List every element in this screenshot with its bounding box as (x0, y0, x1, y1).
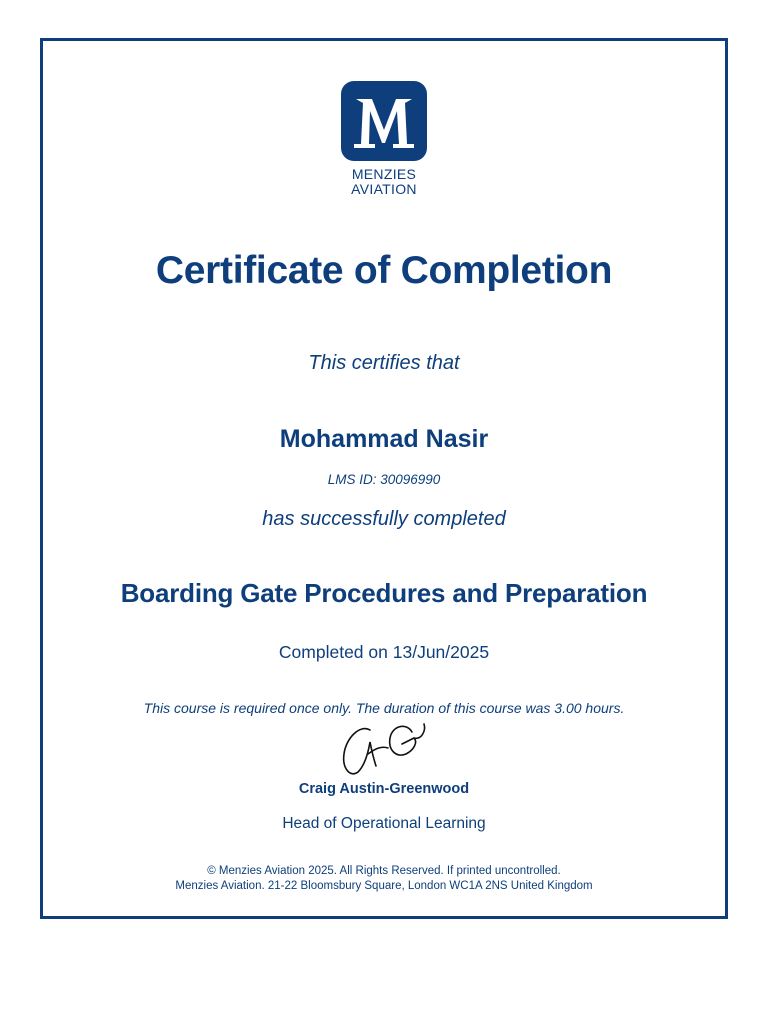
logo-wordmark-line1: MENZIES (351, 166, 417, 182)
logo-wordmark-line2: AVIATION (351, 181, 417, 197)
completed-on-date: 13/Jun/2025 (392, 642, 490, 662)
footer-copyright: © Menzies Aviation 2025. All Rights Reserved. If printed uncontrolled. (207, 865, 561, 877)
certificate-title: Certificate of Completion (155, 249, 613, 292)
certifies-text: This certifies that (308, 352, 460, 374)
logo-badge (341, 81, 427, 161)
footer-address: Menzies Aviation. 21-22 Bloomsbury Square, London WC1A 2NS United Kingdom (175, 880, 593, 892)
logo-m-letter-icon (341, 81, 427, 161)
completion-text: has successfully completed (262, 508, 506, 530)
recipient-name: Mohammad Nasir (279, 425, 489, 453)
signatory-name: Craig Austin-Greenwood (298, 781, 470, 797)
requirement-note: This course is required once only. The duration of this course was 3.00 hours. (143, 700, 625, 716)
menzies-aviation-logo (341, 81, 427, 201)
lms-id-label: LMS ID: (327, 472, 377, 487)
lms-id-line (0, 472, 768, 488)
completed-on-label: Completed on (278, 642, 388, 662)
completion-date-line (0, 641, 768, 663)
signature-image (336, 716, 436, 780)
course-name: Boarding Gate Procedures and Preparation (120, 578, 648, 608)
signatory-role: Head of Operational Learning (282, 815, 486, 832)
lms-id-value: 30096990 (380, 472, 441, 487)
